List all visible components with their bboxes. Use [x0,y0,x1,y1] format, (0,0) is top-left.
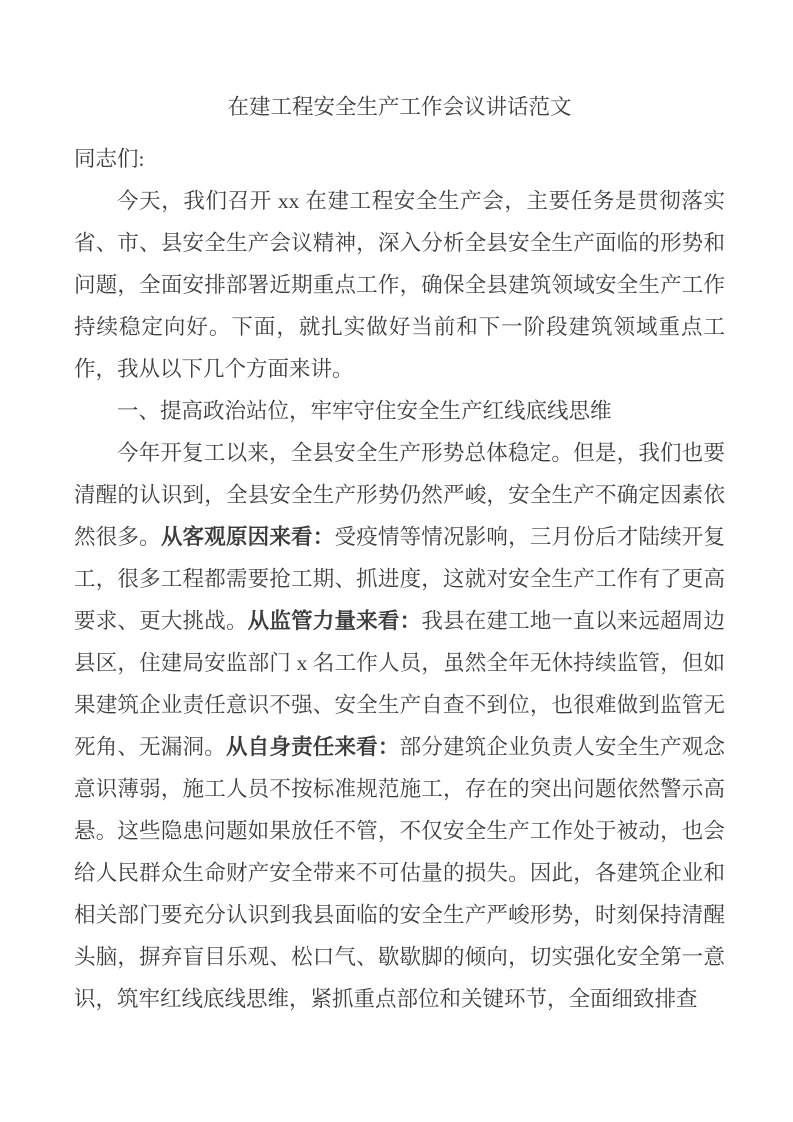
text-run: 我县在建工地一直以来远超周边县区，住建局安监部门 x 名工作人员，虽然全年无休持续监管，但如果建筑企业责任意识不强、安全生产自查不到位，也很难做到监管无死角、无漏洞。 [74,609,725,759]
text-run: 今天，我们召开 xx 在建工程安全生产会，主要任务是贯彻落实省、市、县安全生产会议精神，深入分析全县安全生产面临的形势和问题，全面安排部署近期重点工作，确保全县建筑领域安全生产工作持续稳定向好。下面，就扎实做好当前和下一阶段建筑领域重点工作，我从以下几个方面来讲。 [74,189,725,381]
salutation: 同志们: [74,147,145,171]
document-body [74,180,725,1020]
text-run: 部分建筑企业负责人安全生产观念意识薄弱，施工人员不按标准规范施工，存在的突出问题依然警示高悬。这些隐患问题如果放任不管，不仅安全生产工作处于被动，也会给人民群众生命财产安全带来不可估量的损失。因此，各建筑企业和相关部门要充分认识到我县面临的安全生产严峻形势，时刻保持清醒头脑，摒弃盲目乐观、松口气、歇歇脚的倾向，切实强化安全第一意识，筑牢红线底线思维，紧抓重点部位和关键环节，全面细致排查 [74,735,725,1011]
body-paragraph [74,432,725,1020]
text-run: 一、提高政治站位，牢牢守住安全生产红线底线思维 [117,399,612,423]
text-run: 今年开复工以来，全县安全生产形势总体稳定。但是，我们也要清醒的认识到，全县安全生产形势仍然严峻，安全生产不确定因素依然很多。 [74,441,725,549]
bold-text-run: 从客观原因来看： [160,525,335,549]
bold-text-run: 从自身责任来看： [225,735,400,759]
body-paragraph [74,180,725,390]
section-heading [74,390,725,432]
document-title: 在建工程安全生产工作会议讲话范文 [227,95,572,119]
bold-text-run: 从监管力量来看： [247,609,422,633]
text-run: 受疫情等情况影响，三月份后才陆续开复工，很多工程都需要抢工期、抓进度，这就对安全生产工作有了更高要求、更大挑战。 [74,525,725,633]
